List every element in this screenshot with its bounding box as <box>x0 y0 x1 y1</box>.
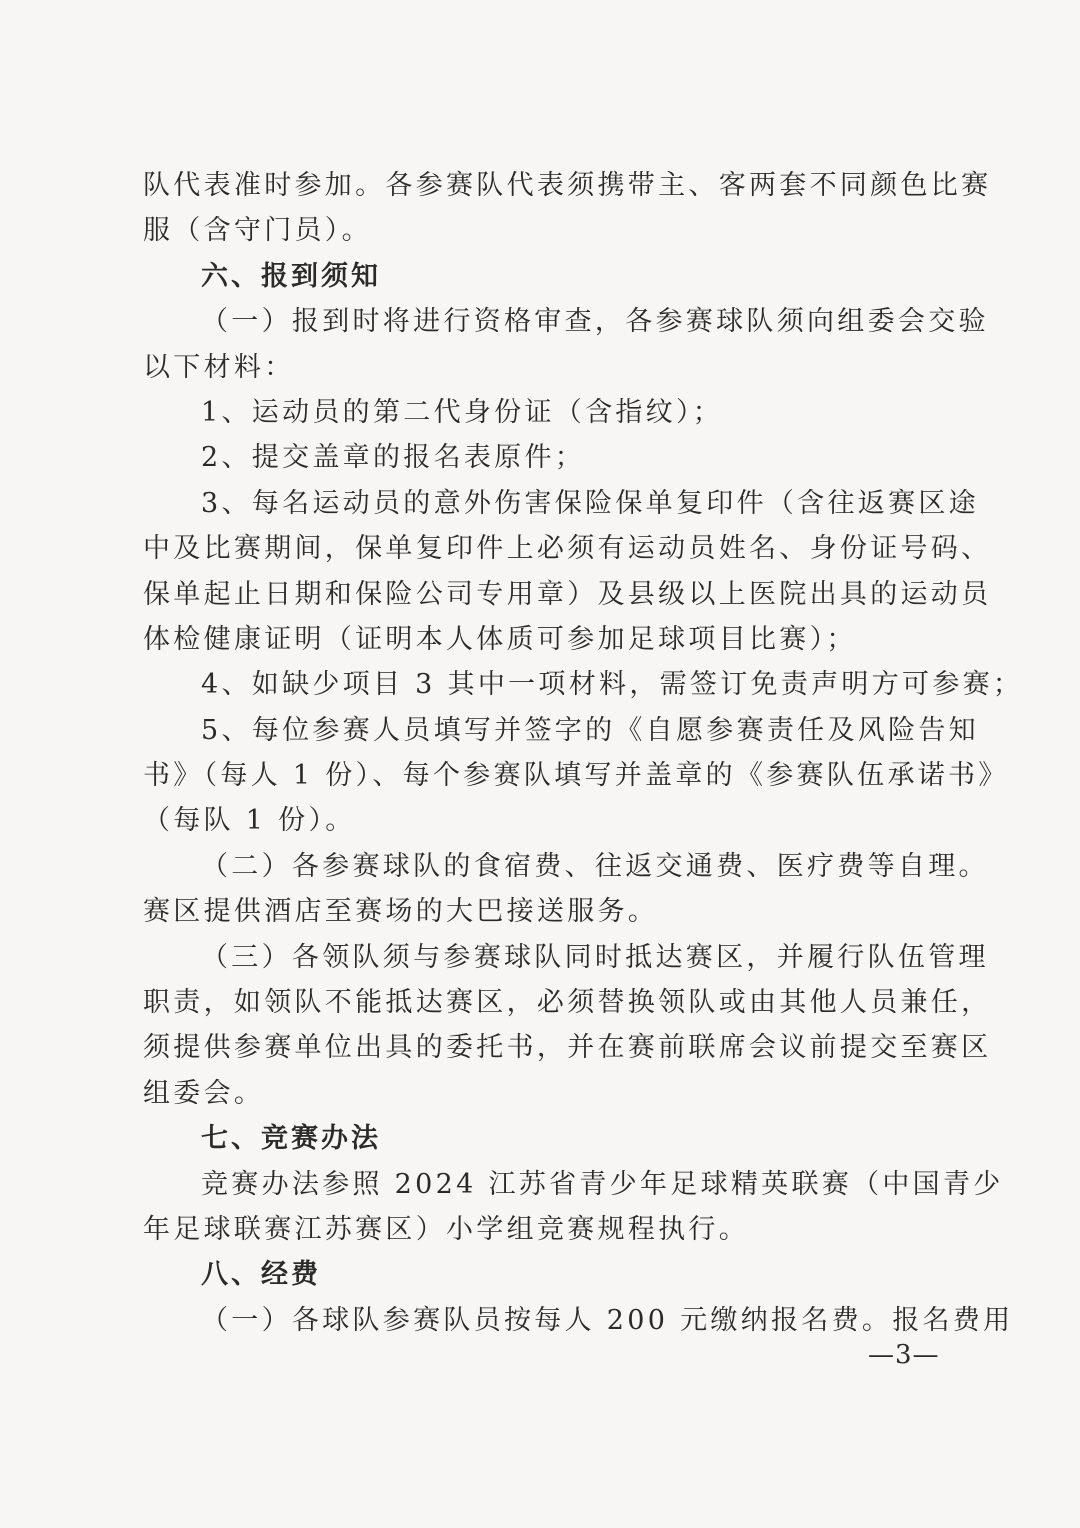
text-line: （一）报到时将进行资格审查，各参赛球队须向组委会交验 <box>201 306 989 338</box>
text-line: 赛区提供酒店至赛场的大巴接送服务。 <box>143 896 659 928</box>
text-line: （三）各领队须与参赛球队同时抵达赛区，并履行队伍管理 <box>201 941 989 973</box>
text-line: （二）各参赛球队的食宿费、往返交通费、医疗费等自理。 <box>201 850 989 882</box>
text-line: 中及比赛期间，保单复印件上必须有运动员姓名、身份证号码、 <box>143 533 992 565</box>
list-item: 1、运动员的第二代身份证（含指纹）； <box>201 396 724 428</box>
text-line: 组委会。 <box>143 1077 265 1109</box>
section-heading-fees: 八、经费 <box>201 1259 321 1291</box>
document-body <box>143 163 1024 1343</box>
text-line: （一）各球队参赛队员按每人 200 元缴纳报名费。报名费用 <box>201 1304 1014 1336</box>
text-line: 书》（每人 1 份）、每个参赛队填写并盖章的《参赛队伍承诺书》 <box>143 760 1009 792</box>
section-heading-registration: 六、报到须知 <box>201 260 381 292</box>
text-line: 以下材料： <box>143 351 295 383</box>
text-line: 体检健康证明（证明本人体质可参加足球项目比赛）； <box>143 623 857 655</box>
list-item: 3、每名运动员的意外伤害保险保单复印件（含往返赛区途 <box>201 487 979 519</box>
list-item: 5、每位参赛人员填写并签字的《自愿参赛责任及风险告知 <box>201 714 979 746</box>
text-line: 须提供参赛单位出具的委托书，并在赛前联席会议前提交至赛区 <box>143 1032 992 1064</box>
page-number: —3— <box>868 1340 940 1370</box>
text-line: 队代表准时参加。各参赛队代表须携带主、客两套不同颜色比赛 <box>143 170 992 201</box>
text-line: 保单起止日期和保险公司专用章）及县级以上医院出具的运动员 <box>143 578 992 610</box>
text-line: 年足球联赛江苏赛区）小学组竞赛规程执行。 <box>143 1213 749 1245</box>
text-line: 职责，如领队不能抵达赛区，必须替换领队或由其他人员兼任， <box>143 987 992 1019</box>
section-heading-competition-rules: 七、竞赛办法 <box>201 1123 381 1155</box>
text-line: （每队 1 份）。 <box>143 805 356 837</box>
list-item: 4、如缺少项目 3 其中一项材料，需签订免责声明方可参赛； <box>201 669 1024 701</box>
text-line: 服（含守门员）。 <box>143 215 372 247</box>
list-item: 2、提交盖章的报名表原件； <box>201 442 586 474</box>
text-line: 竞赛办法参照 2024 江苏省青少年足球精英联赛（中国青少 <box>201 1168 1004 1200</box>
